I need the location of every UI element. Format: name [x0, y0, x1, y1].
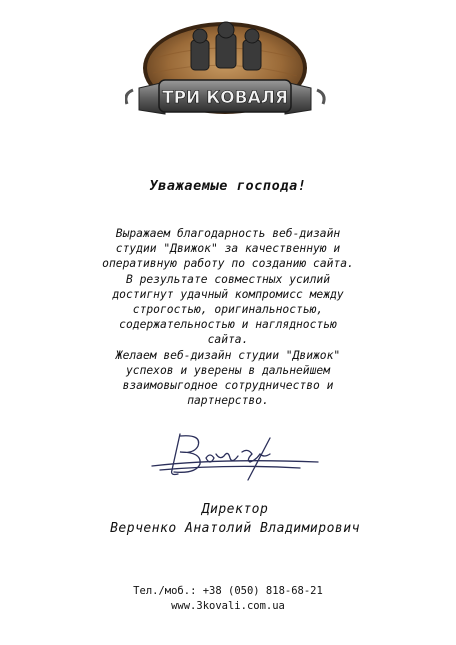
salutation-heading: Уважаемые господа!: [149, 178, 307, 194]
body-line: Желаем веб-дизайн студии "Движок": [115, 348, 341, 362]
contacts-block: [0, 584, 456, 614]
blacksmith-emblem-icon: [125, 18, 335, 130]
body-line: Выражаем благодарность веб-дизайн: [115, 227, 341, 240]
signer-title: Директор: [201, 502, 269, 517]
body-line: сайта.: [207, 333, 249, 347]
signer-name: Верченко Анатолий Владимирович: [110, 521, 360, 536]
svg-text:ТРИ КОВАЛЯ: ТРИ КОВАЛЯ: [162, 88, 288, 108]
phone-text: Тел./моб.: +38 (050) 818-68-21: [133, 585, 323, 597]
body-line: В результате совместных усилий: [125, 272, 331, 286]
body-line: строгостью, оригинальностью,: [132, 303, 324, 317]
body-line: содержательностью и наглядностью: [119, 318, 337, 332]
body-line: достигнут удачный компромисс между: [112, 287, 344, 301]
body-line: оперативную работу по созданию сайта.: [102, 257, 354, 271]
body-line: партнерство.: [187, 394, 269, 408]
body-line: взаимовыгодное сотрудничество и: [122, 379, 334, 393]
letter-body: [28, 226, 428, 408]
handwritten-signature: [150, 428, 320, 484]
body-line: успехов и уверены в дальнейшем: [125, 363, 331, 377]
company-logo: [125, 18, 335, 130]
signature-icon: [150, 428, 320, 484]
signer-block: [0, 500, 456, 538]
body-line: студии "Движок" за качественную и: [115, 242, 341, 256]
website-link[interactable]: www.3kovali.com.ua: [171, 600, 285, 612]
